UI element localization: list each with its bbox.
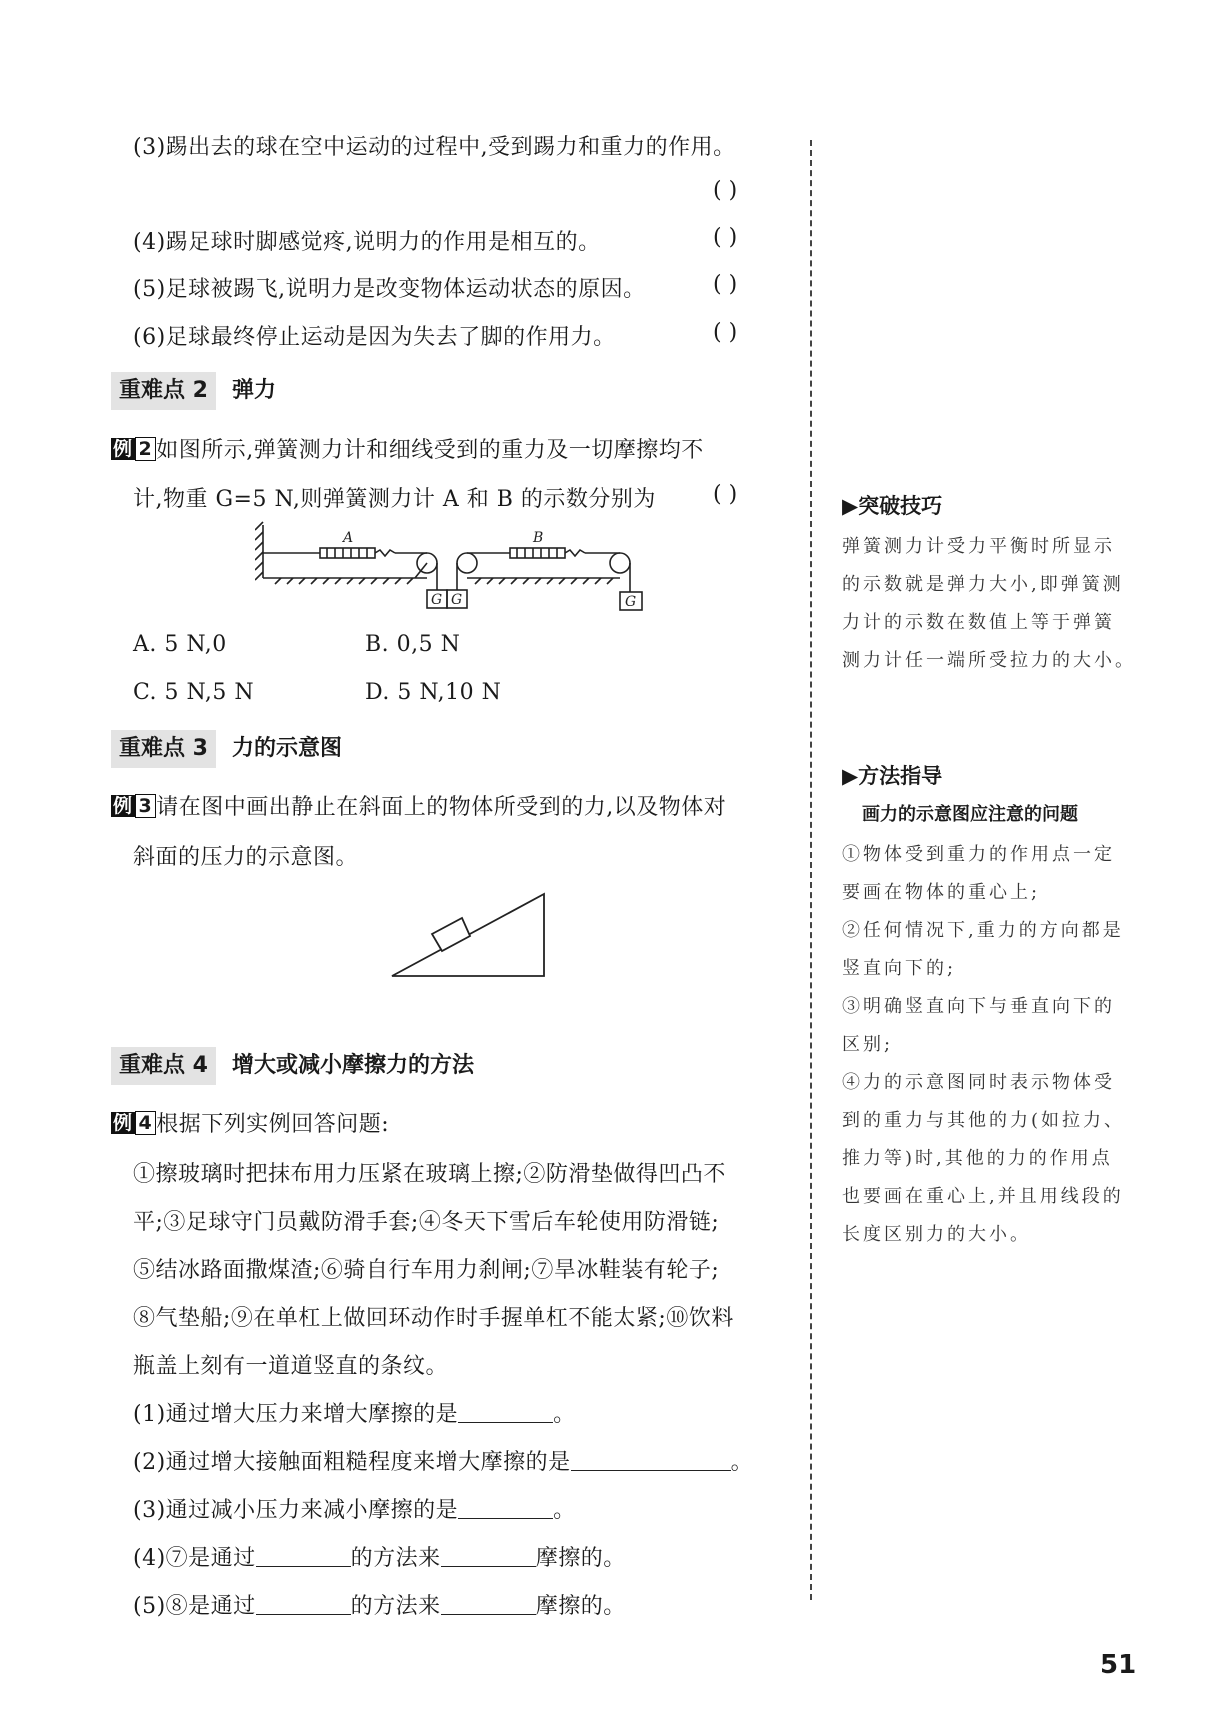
question-1-end: 。 [553, 1402, 576, 1427]
tip-breakthrough-line2: 的示数就是弹力大小,即弹簧测 [842, 574, 1124, 595]
question-2-end: 。 [730, 1450, 754, 1475]
tip-method-line6: 区别; [842, 1034, 894, 1055]
example-badge-number: 4 [135, 1111, 157, 1135]
example-4-intro [111, 1107, 389, 1138]
tip-method-line3: ②任何情况下,重力的方向都是 [842, 920, 1124, 941]
question-4-text: (4)⑦是通过 [133, 1546, 256, 1571]
weight-label-2: G [451, 592, 463, 608]
statement-6: (6)足球最终停止运动是因为失去了脚的作用力。 [133, 325, 616, 350]
question-2 [133, 1445, 753, 1476]
example-2-line1 [111, 433, 704, 464]
option-c[interactable]: C. 5 N,5 N [133, 680, 255, 705]
example-badge-number: 3 [135, 794, 157, 818]
label-B: B [533, 530, 544, 546]
tip-method-line2: 要画在物体的重心上; [842, 882, 1041, 903]
example-4-body-3: ⑤结冰路面撒煤渣;⑥骑自行车用力刹闸;⑦旱冰鞋装有轮子; [133, 1258, 720, 1283]
answer-paren-4[interactable]: ( ) [713, 225, 738, 250]
question-2-text: (2)通过增大接触面粗糙程度来增大摩擦的是 [133, 1450, 571, 1475]
section-4-label: 重难点 4 [111, 1047, 216, 1085]
tip-method-line11: 长度区别力的大小。 [842, 1224, 1031, 1245]
section-2-title: 弹力 [232, 378, 277, 403]
answer-paren-5[interactable]: ( ) [713, 272, 738, 297]
answer-paren-3[interactable]: ( ) [713, 178, 738, 203]
tip-breakthrough-line4: 测力计任一端所受拉力的大小。 [842, 650, 1136, 671]
question-4-end: 摩擦的。 [535, 1546, 626, 1571]
example-4-text: 根据下列实例回答问题: [156, 1112, 390, 1137]
answer-blank-5b[interactable] [441, 1594, 536, 1615]
question-1 [133, 1397, 576, 1428]
answer-blank-4b[interactable] [441, 1546, 536, 1567]
statement-5: (5)足球被踢飞,说明力是改变物体运动状态的原因。 [133, 277, 646, 302]
tip-breakthrough-line3: 力计的示数在数值上等于弹簧 [842, 612, 1115, 633]
tip-method-line10: 也要画在重心上,并且用线段的 [842, 1186, 1124, 1207]
tip-method-title: ▶方法指导 [842, 764, 943, 788]
question-3-end: 。 [553, 1498, 576, 1523]
question-4 [133, 1541, 626, 1572]
statement-4: (4)踢足球时脚感觉疼,说明力的作用是相互的。 [133, 230, 601, 255]
question-4-mid: 的方法来 [350, 1546, 441, 1571]
example-2-text: 如图所示,弹簧测力计和细线受到的重力及一切摩擦均不 [156, 438, 704, 463]
statement-3: (3)踢出去的球在空中运动的过程中,受到踢力和重力的作用。 [133, 135, 736, 160]
answer-paren-example-2[interactable]: ( ) [713, 482, 738, 507]
example-3-line2: 斜面的压力的示意图。 [133, 845, 359, 870]
incline-figure[interactable] [390, 890, 550, 980]
tip-method-line9: 推力等)时,其他的力的作用点 [842, 1148, 1113, 1169]
option-b[interactable]: B. 0,5 N [365, 632, 461, 657]
example-4-body-5: 瓶盖上刻有一道道竖直的条纹。 [133, 1354, 449, 1379]
question-5-mid: 的方法来 [350, 1594, 441, 1619]
weight-label-1: G [431, 592, 443, 608]
weight-label-3: G [625, 594, 637, 610]
example-4-body-4: ⑧气垫船;⑨在单杠上做回环动作时手握单杠不能太紧;⑩饮料 [133, 1306, 734, 1331]
example-badge-char: 例 [113, 438, 133, 460]
question-1-text: (1)通过增大压力来增大摩擦的是 [133, 1402, 459, 1427]
answer-blank-1[interactable] [458, 1402, 553, 1423]
question-3 [133, 1493, 576, 1524]
example-badge-char: 例 [113, 795, 133, 817]
tip-method-subtitle: 画力的示意图应注意的问题 [862, 804, 1078, 825]
example-badge-number: 2 [135, 437, 157, 461]
question-5 [133, 1589, 626, 1620]
question-5-text: (5)⑧是通过 [133, 1594, 256, 1619]
option-d[interactable]: D. 5 N,10 N [365, 680, 502, 705]
section-4-title: 增大或减小摩擦力的方法 [232, 1053, 475, 1078]
example-3-line1 [111, 790, 726, 821]
example-3-text: 请在图中画出静止在斜面上的物体所受到的力,以及物体对 [156, 795, 727, 820]
answer-blank-2[interactable] [571, 1450, 731, 1471]
example-3-badge [111, 794, 156, 818]
answer-blank-5a[interactable] [256, 1594, 351, 1615]
answer-blank-3[interactable] [458, 1498, 553, 1519]
example-4-body-2: 平;③足球守门员戴防滑手套;④冬天下雪后车轮使用防滑链; [133, 1210, 720, 1235]
section-3-label: 重难点 3 [111, 730, 216, 768]
tip-method-line7: ④力的示意图同时表示物体受 [842, 1072, 1115, 1093]
tip-method-line1: ①物体受到重力的作用点一定 [842, 844, 1115, 865]
label-A: A [343, 530, 354, 546]
option-a[interactable]: A. 5 N,0 [133, 632, 227, 657]
question-5-end: 摩擦的。 [535, 1594, 626, 1619]
example-badge-char: 例 [113, 1112, 133, 1134]
example-2-line2: 计,物重 G=5 N,则弹簧测力计 A 和 B 的示数分别为 [133, 487, 656, 512]
section-2-label: 重难点 2 [111, 372, 216, 410]
answer-paren-6[interactable]: ( ) [713, 320, 738, 345]
answer-blank-4a[interactable] [256, 1546, 351, 1567]
section-3-title: 力的示意图 [232, 736, 343, 761]
question-3-text: (3)通过减小压力来减小摩擦的是 [133, 1498, 459, 1523]
tip-method-line4: 竖直向下的; [842, 958, 957, 979]
example-2-badge [111, 437, 156, 461]
tip-method-line5: ③明确竖直向下与垂直向下的 [842, 996, 1115, 1017]
tip-breakthrough-title: ▶突破技巧 [842, 494, 943, 518]
page-number: 51 [1100, 1650, 1137, 1680]
spring-balance-figure [255, 520, 685, 620]
example-4-body-1: ①擦玻璃时把抹布用力压紧在玻璃上擦;②防滑垫做得凹凸不 [133, 1162, 726, 1187]
tip-breakthrough-line1: 弹簧测力计受力平衡时所显示 [842, 536, 1115, 557]
example-4-badge [111, 1111, 156, 1135]
tip-method-line8: 到的重力与其他的力(如拉力、 [842, 1110, 1126, 1131]
column-divider [810, 140, 812, 1600]
